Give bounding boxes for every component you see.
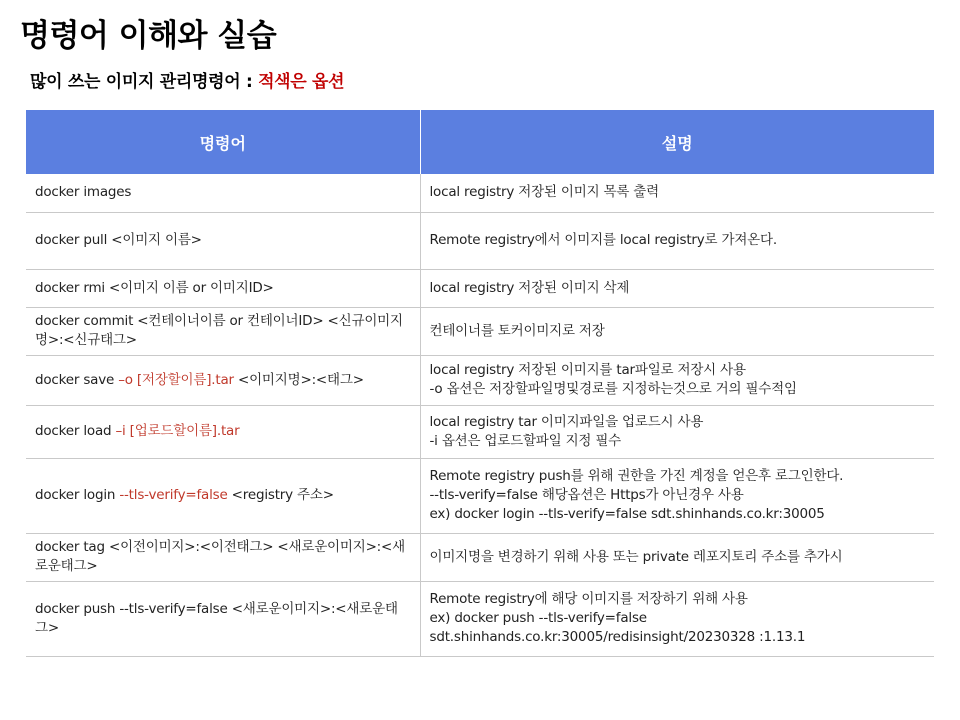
subtitle-text: 많이 쓰는 이미지 관리명령어 : — [30, 72, 259, 92]
description-line: local registry 저장된 이미지를 tar파일로 저장시 사용 — [429, 362, 746, 378]
description-cell — [420, 458, 934, 533]
description-line: ex) docker push --tls-verify=false — [429, 610, 647, 626]
description-line: local registry tar 이미지파일을 업로드시 사용 — [429, 413, 704, 430]
command-text: docker rmi <이미지 이름 or 이미지ID> — [35, 279, 274, 296]
command-text: docker images — [35, 184, 132, 201]
command-text: docker login — [35, 487, 120, 503]
command-table — [26, 110, 934, 657]
page-title: 명령어 이해와 실습 — [20, 18, 277, 54]
description-line: Remote registry push를 위해 권한을 가진 계정을 얻은후 로그인한다. — [429, 468, 844, 484]
description-line: Remote registry에서 이미지를 local registry로 가져온다. — [429, 232, 777, 248]
table-body — [26, 174, 934, 656]
command-cell — [26, 174, 420, 212]
description-line: ex) docker login --tls-verify=false sdt.shinhands.co.kr:30005 — [429, 506, 825, 522]
command-text: docker save — [35, 371, 119, 388]
subtitle-accent: 적색은 옵션 — [258, 72, 345, 92]
description-line: --tls-verify=false 해당옵션은 Https가 아닌경우 사용 — [429, 487, 744, 503]
table-row — [26, 212, 934, 269]
description-cell — [420, 212, 934, 269]
description-line: -o 옵션은 저장할파일명및경로를 지정하는것으로 거의 필수적임 — [429, 381, 797, 397]
command-option: --tls-verify=false — [119, 487, 228, 503]
description-cell — [420, 405, 934, 458]
command-cell — [26, 458, 420, 533]
description-line: sdt.shinhands.co.kr:30005/redisinsight/20230328 :1.13.1 — [429, 629, 806, 645]
table-row — [26, 581, 934, 656]
section-subtitle — [30, 67, 344, 92]
command-text: docker push --tls-verify=false <새로운이미지>:<새로운태그> — [35, 600, 398, 636]
description-line: 컨테이너를 토커이미지로 저장 — [429, 322, 605, 339]
table-row — [26, 355, 934, 405]
command-text: docker pull <이미지 이름> — [35, 232, 202, 248]
command-text: <registry 주소> — [227, 487, 334, 503]
command-text: docker load — [35, 423, 116, 439]
command-text: <이미지명>:<태그> — [233, 371, 364, 388]
header-command: 명령어 — [26, 110, 420, 174]
table-row — [26, 533, 934, 581]
command-text: docker tag <이전이미지>:<이전태그> <새로운이미지>:<새로운태그> — [35, 539, 405, 574]
description-cell — [420, 355, 934, 405]
description-cell — [420, 269, 934, 307]
table-row — [26, 405, 934, 458]
table-header-row — [26, 110, 934, 174]
command-option: –o [저장할이름].tar — [118, 371, 234, 388]
table-row — [26, 174, 934, 212]
description-cell — [420, 533, 934, 581]
command-cell — [26, 355, 420, 405]
command-cell — [26, 212, 420, 269]
command-cell — [26, 269, 420, 307]
description-line: Remote registry에 해당 이미지를 저장하기 위해 사용 — [429, 591, 748, 607]
table-row — [26, 269, 934, 307]
table-row — [26, 458, 934, 533]
description-cell — [420, 307, 934, 355]
command-cell — [26, 307, 420, 355]
header-description: 설명 — [420, 110, 934, 174]
description-line: -i 옵션은 업로드할파일 지정 필수 — [429, 432, 622, 449]
description-cell — [420, 174, 934, 212]
description-line: local registry 저장된 이미지 삭제 — [429, 279, 630, 296]
command-text: docker commit <컨테이너이름 or 컨테이너ID> <신규이미지명>:<신규태그> — [35, 313, 403, 348]
description-line: local registry 저장된 이미지 목록 출력 — [429, 184, 659, 201]
description-cell — [420, 581, 934, 656]
command-cell — [26, 533, 420, 581]
command-cell — [26, 405, 420, 458]
command-cell — [26, 581, 420, 656]
table-row — [26, 307, 934, 355]
command-option: –i [업로드할이름].tar — [115, 423, 240, 439]
description-line: 이미지명을 변경하기 위해 사용 또는 private 레포지토리 주소를 추가시 — [429, 548, 843, 565]
